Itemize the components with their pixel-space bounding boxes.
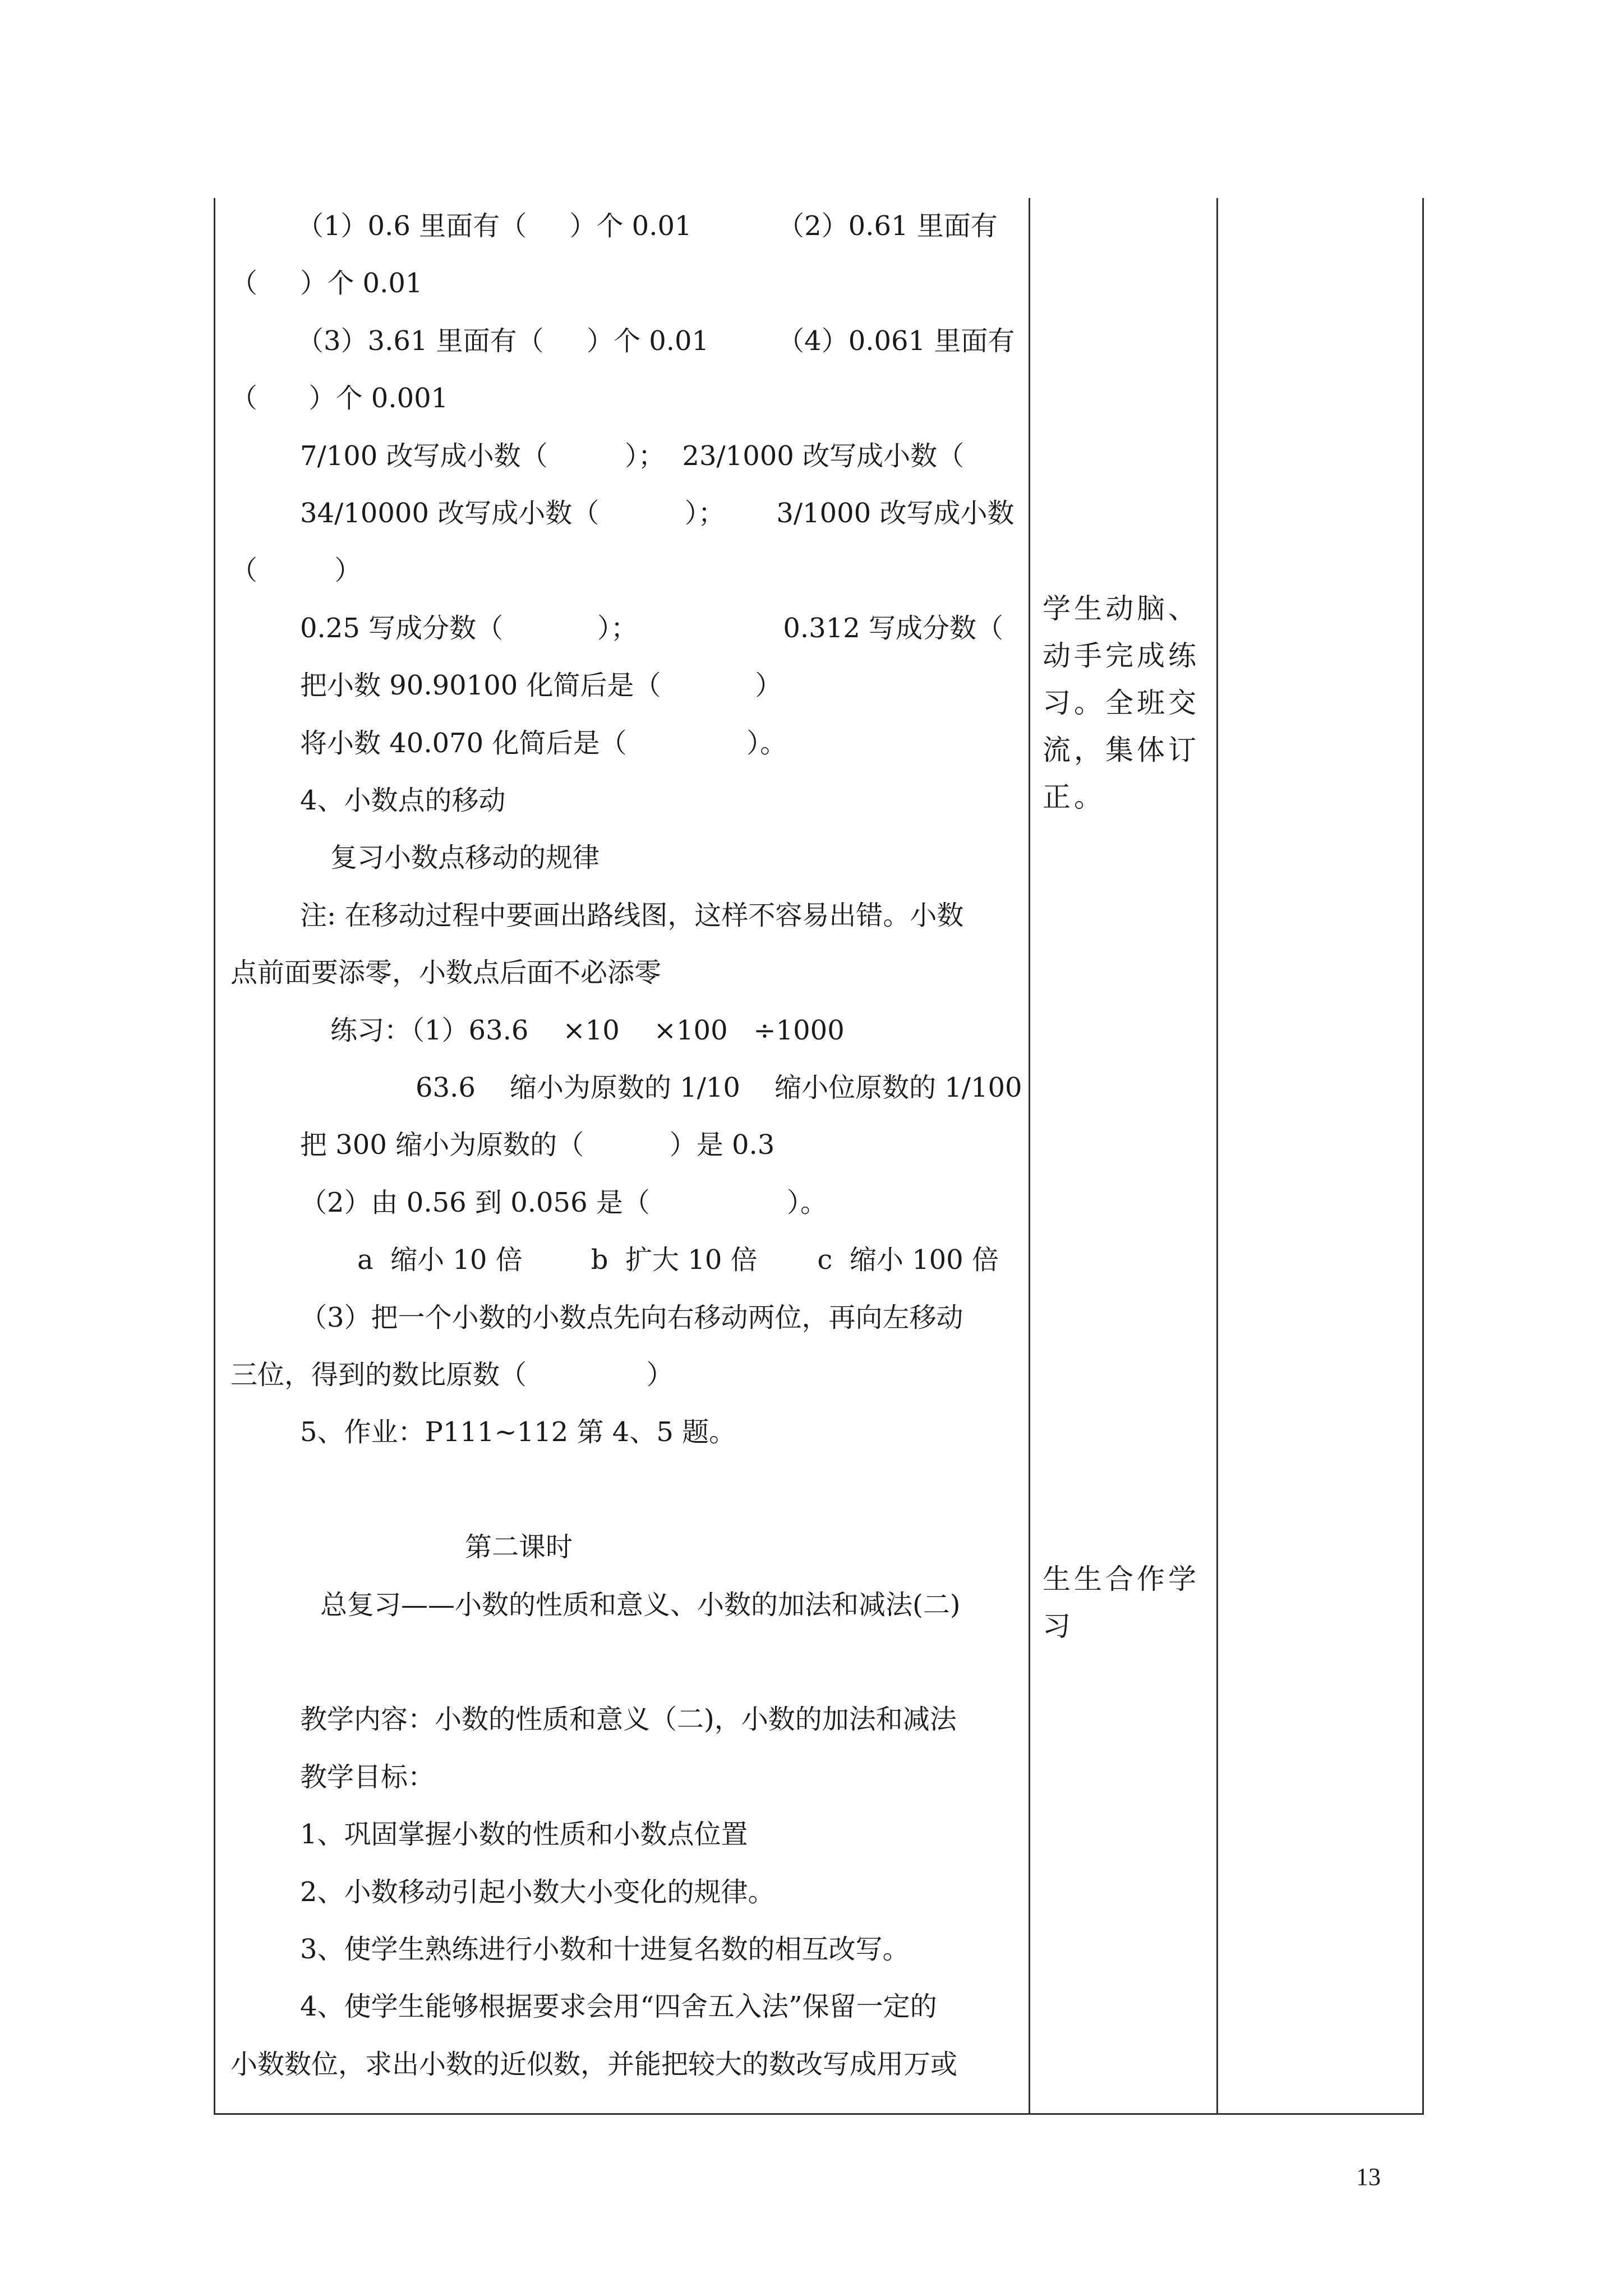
note-line: 动手完成练 [1043,639,1200,672]
lesson-subtitle: 总复习——小数的性质和意义、小数的加法和减法(二) [320,1589,961,1621]
page-number: 13 [1356,2163,1381,2191]
text-line: 练习：（1）63.6 ×10 ×100 ÷1000 [330,1015,845,1046]
text-line: 点前面要添零，小数点后面不必添零 [230,957,662,988]
text-line: （ ）个 0.01 [230,268,423,299]
text-line: 三位，得到的数比原数（ ） [230,1359,674,1391]
text-line: 复习小数点移动的规律 [330,842,600,873]
note-line: 流，集体订 [1043,734,1200,766]
text-line: 4、使学生能够根据要求会用“四舍五入法”保留一定的 [300,1991,937,2022]
note-line: 正。 [1043,781,1105,813]
text-line: （3）把一个小数的小数点先向右移动两位，再向左移动 [300,1302,963,1333]
text-line: 小数数位，求出小数的近似数，并能把较大的数改写成用万或 [230,2049,958,2080]
text-line: （ ）个 0.001 [230,383,449,414]
text-line: 3、使学生熟练进行小数和十进复名数的相互改写。 [300,1934,910,1965]
text-line: 1、巩固掌握小数的性质和小数点位置 [300,1819,748,1850]
text-line: 把 300 缩小为原数的（ ）是 0.3 [300,1129,775,1161]
text-line: 2、小数移动引起小数大小变化的规律。 [300,1876,775,1908]
text-line: （1）0.6 里面有（ ）个 0.01 （2）0.61 里面有 [297,210,998,242]
text-line: 5、作业：P111~112 第 4、5 题。 [300,1416,736,1448]
text-line: 0.25 写成分数（ ）； 0.312 写成分数（ [300,613,1004,644]
activity-note [1043,1556,1211,1650]
text-line: a 缩小 10 倍 b 扩大 10 倍 c 缩小 100 倍 [357,1244,999,1276]
text-line: 教学内容：小数的性质和意义（二)，小数的加法和减法 [300,1704,957,1735]
text-line: （2）由 0.56 到 0.056 是（ ）。 [300,1187,827,1218]
text-line: （3）3.61 里面有（ ）个 0.01 （4）0.061 里面有 [297,325,1015,357]
text-line: 教学目标： [300,1761,435,1793]
section-heading: 4、小数点的移动 [300,785,506,816]
text-line: （ ） [230,555,362,586]
activity-note [1043,585,1211,821]
note-line: 生生合作学 [1043,1563,1200,1595]
text-line: 将小数 40.070 化简后是（ ）。 [300,728,787,759]
text-line: 7/100 改写成小数（ ）； 23/1000 改写成小数（ [300,440,965,472]
text-line: 把小数 90.90100 化简后是（ ） [300,670,782,701]
note-line: 习。全班交 [1043,687,1200,719]
text-line: 注: 在移动过程中要画出路线图，这样不容易出错。小数 [300,900,964,931]
column-divider [1216,198,1218,2115]
note-line: 习 [1043,1610,1074,1642]
text-line: 63.6 缩小为原数的 1/10 缩小位原数的 1/100 [416,1072,1022,1103]
note-line: 学生动脑、 [1043,592,1200,625]
lesson-table [214,198,1424,2115]
lesson-title: 第二课时 [465,1531,573,1563]
column-divider [1029,198,1030,2115]
text-line: 34/10000 改写成小数（ ）； 3/1000 改写成小数 [300,498,1015,529]
